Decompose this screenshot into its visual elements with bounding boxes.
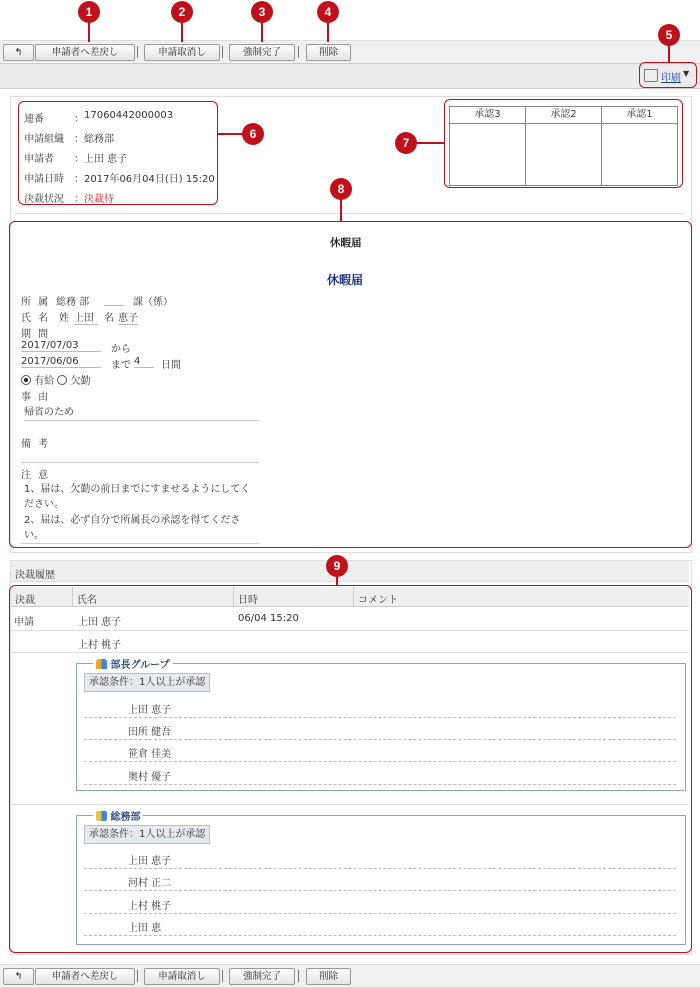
serial-value: 17060442000003 xyxy=(84,110,174,121)
days-label: 日間 xyxy=(161,360,181,371)
marker-1: 1 xyxy=(78,1,100,23)
marker-line xyxy=(261,22,263,42)
colon: ： xyxy=(74,154,84,165)
bottom-toolbar xyxy=(0,964,700,988)
highlight-approvals xyxy=(444,99,683,188)
row1-time: 06/04 15:20 xyxy=(238,613,299,624)
dept-field[interactable]: 総務 部 xyxy=(56,297,90,308)
top-toolbar xyxy=(0,40,700,64)
surname-label: 姓 xyxy=(59,313,69,324)
back-button[interactable]: ↰ xyxy=(3,44,34,61)
separator xyxy=(222,46,223,58)
group2-member: 上田 恵子 xyxy=(128,856,172,867)
marker-line xyxy=(668,45,670,63)
label: 申請組織 xyxy=(24,134,64,145)
surname-field[interactable]: 上田 xyxy=(74,309,98,325)
group2-member: 河村 正二 xyxy=(128,878,172,889)
group1-title: 部長グループ xyxy=(110,660,170,671)
marker-line xyxy=(327,22,329,42)
history-title-bar xyxy=(11,561,689,582)
approval-header-3: 承認3 xyxy=(450,107,526,124)
days-field[interactable]: 4 xyxy=(134,356,154,368)
to-date-field[interactable]: 2017/06/06 xyxy=(21,356,101,368)
label: 申請日時 xyxy=(24,174,64,185)
colon: ： xyxy=(74,194,84,205)
marker-5: 5 xyxy=(658,24,680,46)
label: 連番 xyxy=(24,114,44,125)
form-heading: 休暇届 xyxy=(327,273,364,287)
approval-header-1: 承認1 xyxy=(602,107,677,124)
highlight-info xyxy=(18,101,218,205)
marker-7: 7 xyxy=(395,132,417,154)
marker-2: 2 xyxy=(171,1,193,23)
highlight-history xyxy=(9,585,692,953)
col-time: 日時 xyxy=(238,595,258,606)
group1-member: 奥村 優子 xyxy=(128,772,172,783)
period-label: 期 間 xyxy=(21,329,51,340)
separator xyxy=(137,970,138,982)
action-bar xyxy=(0,63,700,89)
from-label: から xyxy=(111,344,131,355)
applicant-value: 上田 恵子 xyxy=(84,154,128,165)
caution-2: 2、届は、必ず自分で所属長の承認を得てください。 xyxy=(24,515,241,541)
return-to-applicant-button[interactable]: 申請者へ差戻し xyxy=(35,968,135,985)
given-name-field[interactable]: 恵子 xyxy=(118,309,138,325)
col-name: 氏名 xyxy=(77,595,97,606)
marker-line xyxy=(340,198,342,222)
separator xyxy=(137,46,138,58)
col-comment: コメント xyxy=(358,595,398,606)
row2-name: 上村 桃子 xyxy=(78,640,122,651)
to-label: まで xyxy=(111,360,131,371)
colon: ： xyxy=(74,134,84,145)
group1-member: 田所 健吾 xyxy=(128,727,172,738)
form-separator xyxy=(14,213,684,214)
group2-condition: 承認条件：1人以上が承認 xyxy=(84,825,210,844)
status-value: 決裁待 xyxy=(84,194,114,205)
row1-action: 申請 xyxy=(14,617,34,628)
group2-member: 上田 恵 xyxy=(128,923,162,934)
group2-member: 上村 桃子 xyxy=(128,901,172,912)
group1-condition: 承認条件：1人以上が承認 xyxy=(84,673,210,692)
marker-line xyxy=(217,133,243,135)
separator xyxy=(298,46,299,58)
col-decision: 決裁 xyxy=(15,595,35,606)
marker-6: 6 xyxy=(242,123,264,145)
caution-label: 注 意 xyxy=(21,470,51,481)
marker-4: 4 xyxy=(317,1,339,23)
highlight-print xyxy=(639,62,697,88)
dept-label: 所 属 xyxy=(21,297,51,308)
given-label: 名 xyxy=(104,313,114,324)
chevron-down-icon[interactable]: ▼ xyxy=(683,69,690,78)
row1-name: 上田 恵子 xyxy=(78,617,122,628)
history-title: 決裁履歴 xyxy=(15,570,55,581)
cancel-application-button[interactable]: 申請取消し xyxy=(144,968,220,985)
marker-line xyxy=(88,22,90,42)
approval-header-2: 承認2 xyxy=(526,107,602,124)
label: 決裁状況 xyxy=(24,194,64,205)
org-value: 総務部 xyxy=(84,134,114,145)
delete-button[interactable]: 削除 xyxy=(306,968,351,985)
name-label: 氏 名 xyxy=(21,313,51,324)
cancel-application-button[interactable]: 申請取消し xyxy=(144,44,220,61)
return-to-applicant-button[interactable]: 申請者へ差戻し xyxy=(35,44,135,61)
colon: ： xyxy=(74,174,84,185)
caution-1: 1、届は、欠勤の前日までにすませるようにしてください。 xyxy=(24,484,251,510)
group1-member: 笹倉 佳美 xyxy=(128,749,172,760)
reason-label: 事 由 xyxy=(21,392,51,403)
note-label: 備 考 xyxy=(21,439,51,450)
marker-line xyxy=(336,576,338,586)
marker-3: 3 xyxy=(251,1,273,23)
colon: ： xyxy=(74,114,84,125)
reason-field[interactable]: 帰省のため xyxy=(24,403,259,421)
highlight-form xyxy=(9,221,692,548)
marker-9: 9 xyxy=(326,555,348,577)
delete-button[interactable]: 削除 xyxy=(306,44,351,61)
section-label: 課（係） xyxy=(133,297,173,308)
force-complete-button[interactable]: 強制完了 xyxy=(229,968,295,985)
marker-8: 8 xyxy=(330,178,352,200)
print-link[interactable]: 印刷 xyxy=(661,73,681,84)
marker-line xyxy=(416,142,445,144)
separator xyxy=(222,970,223,982)
group2-title: 総務部 xyxy=(110,812,141,823)
from-date-field[interactable]: 2017/07/03 xyxy=(21,340,101,352)
absent-label: 欠勤 xyxy=(70,376,91,387)
force-complete-button[interactable]: 強制完了 xyxy=(229,44,295,61)
group1-member: 上田 恵子 xyxy=(128,705,172,716)
back-button[interactable]: ↰ xyxy=(3,968,34,985)
form-title: 休暇届 xyxy=(330,237,362,249)
label: 申請者 xyxy=(24,154,54,165)
date-value: 2017年06月04日(日) 15:20 xyxy=(84,174,215,185)
marker-line xyxy=(181,22,183,42)
paid-label: 有給 xyxy=(34,376,55,387)
separator xyxy=(298,970,299,982)
